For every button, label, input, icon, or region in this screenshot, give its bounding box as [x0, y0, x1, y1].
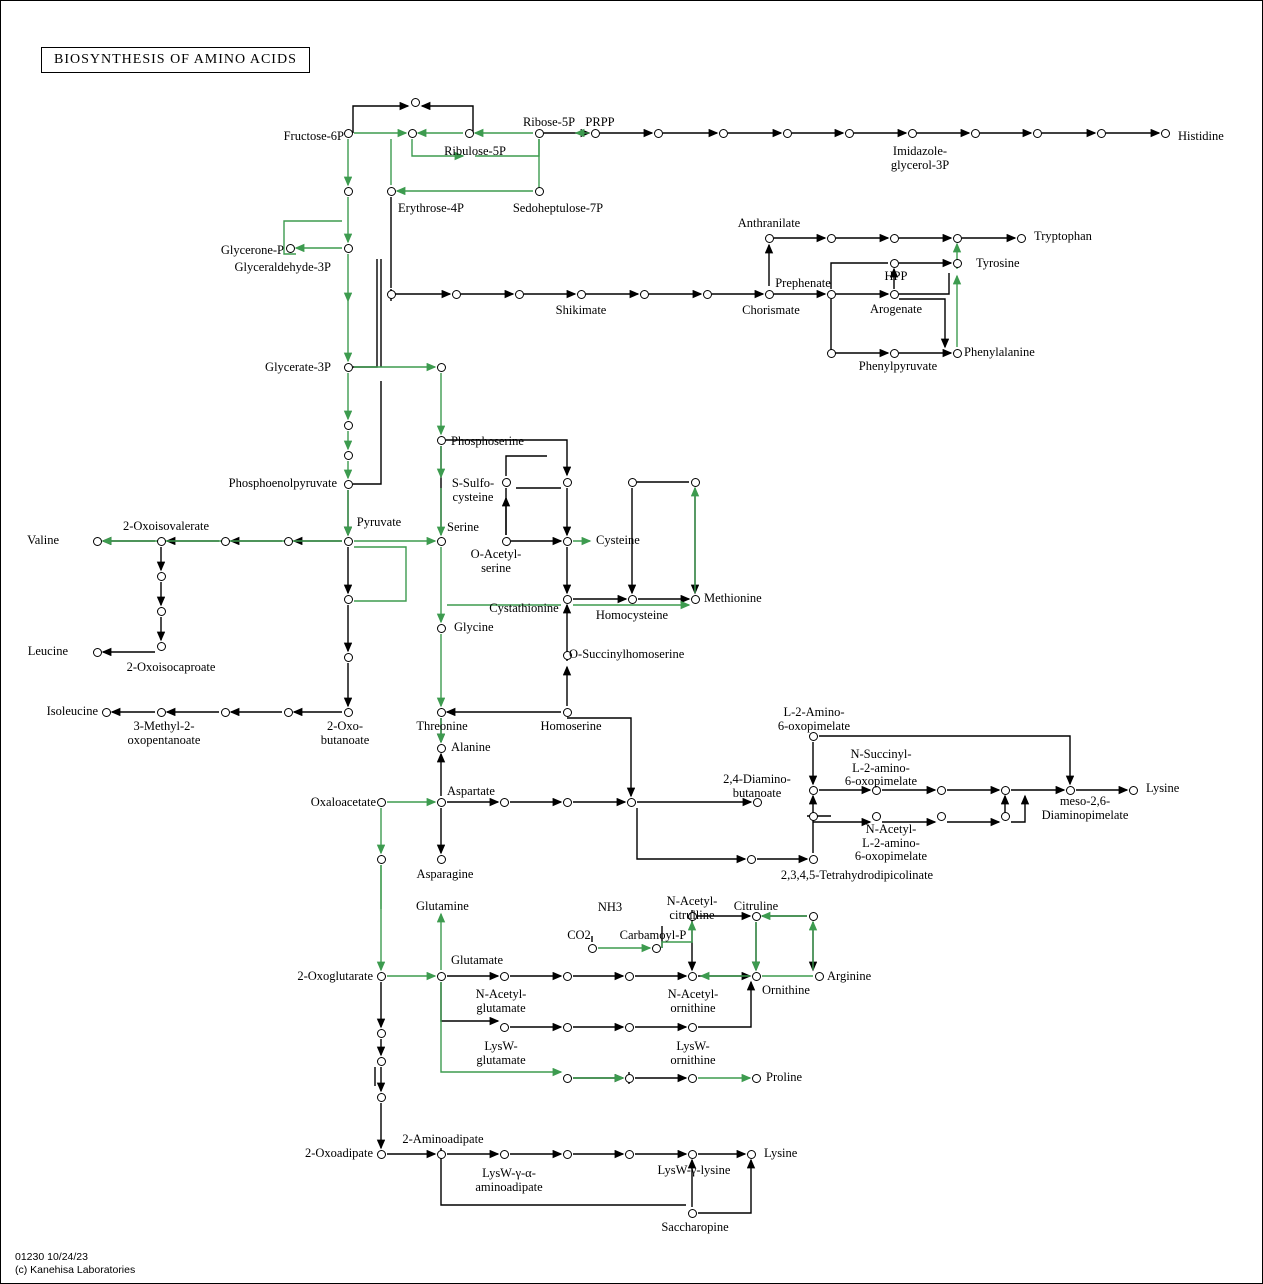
pathway-node[interactable] [221, 537, 230, 546]
label-line: Arginine [827, 969, 872, 983]
label-line: N-Acetyl- [475, 987, 527, 1001]
pathway-node[interactable] [102, 708, 111, 717]
pathway-node[interactable] [890, 259, 899, 268]
compound-label-saccharopine[interactable] [661, 1221, 728, 1235]
pathway-node[interactable] [752, 1074, 761, 1083]
pathway-node[interactable] [563, 1023, 572, 1032]
label-line: Arogenate [869, 302, 923, 316]
compound-label-asparagine[interactable] [417, 868, 474, 882]
pathway-node[interactable] [652, 944, 661, 953]
label-line: Serine [447, 520, 479, 534]
pathway-node[interactable] [437, 855, 446, 864]
pathway-node[interactable] [765, 234, 774, 243]
compound-label-ribulose-5p[interactable] [444, 145, 506, 159]
pathway-node[interactable] [625, 972, 634, 981]
pathway-node[interactable] [377, 972, 386, 981]
pathway-node[interactable] [387, 290, 396, 299]
label-line: Glycerate-3P [265, 360, 331, 374]
label-line: Leucine [27, 644, 68, 658]
label-line: Homocysteine [595, 608, 669, 622]
compound-label-carbamoyl-p[interactable] [620, 929, 687, 943]
pathway-node[interactable] [500, 1150, 509, 1159]
compound-label-n-succinyl-l-2-amino-6-oxopimelate[interactable] [845, 748, 917, 789]
pathway-node[interactable] [872, 812, 881, 821]
label-line: N-Acetyl- [865, 822, 917, 836]
label-line: LysW- [484, 1039, 518, 1053]
pathway-node[interactable] [588, 944, 597, 953]
compound-label-n-acetyl-glutamate[interactable] [476, 988, 527, 1015]
pathway-node[interactable] [377, 1029, 386, 1038]
pathway-node[interactable] [437, 744, 446, 753]
pathway-node[interactable] [284, 708, 293, 717]
label-line: 2-Oxo- [326, 719, 364, 733]
compound-label-meso-2-6-diaminopimelate[interactable] [1042, 795, 1129, 822]
label-line: 6-oxopimelate [777, 718, 851, 733]
compound-label-shikimate[interactable] [556, 304, 607, 318]
pathway-node[interactable] [937, 786, 946, 795]
pathway-node[interactable] [411, 98, 420, 107]
pathway-node[interactable] [953, 349, 962, 358]
compound-label-valine[interactable] [27, 534, 59, 548]
label-line: LysW-γ-α- [482, 1166, 536, 1180]
compound-label-phosphoenolpyruvate[interactable] [229, 477, 337, 491]
label-line: Glutamine [416, 899, 469, 913]
label-line: Pyruvate [356, 515, 402, 529]
label-line: Aspartate [447, 784, 495, 798]
pathway-node[interactable] [719, 129, 728, 138]
label-line: 2-Aminoadipate [402, 1132, 484, 1146]
label-line: 2-Oxoisovalerate [122, 519, 210, 533]
compound-label-imidazole-glycerol-3p[interactable] [891, 145, 949, 172]
compound-label-oxaloacetate[interactable] [311, 796, 376, 810]
compound-label-lysine-2[interactable] [764, 1147, 797, 1161]
label-line: Chorismate [742, 303, 800, 317]
pathway-edges [1, 1, 1263, 1284]
label-line: Tryptophan [1034, 229, 1092, 243]
footer-line-2: (c) Kanehisa Laboratories [15, 1263, 136, 1276]
pathway-node[interactable] [688, 1023, 697, 1032]
label-line: Ribulose-5P [444, 144, 506, 158]
label-line: Methionine [704, 591, 762, 605]
label-line: 6-oxopimelate [854, 849, 928, 863]
label-line: CO2 [567, 928, 591, 942]
compound-label-erythrose-4p[interactable] [398, 202, 464, 216]
pathway-node[interactable] [747, 1150, 756, 1159]
pathway-node[interactable] [783, 129, 792, 138]
label-line: Alanine [451, 740, 491, 754]
pathway-node[interactable] [344, 595, 353, 604]
pathway-node[interactable] [157, 642, 166, 651]
pathway-node[interactable] [93, 648, 102, 657]
label-line: ornithine [670, 1000, 716, 1015]
compound-label-alanine[interactable] [451, 741, 491, 755]
compound-label-arogenate[interactable] [870, 303, 922, 317]
pathway-node[interactable] [809, 812, 818, 821]
label-line: Cysteine [596, 533, 640, 547]
compound-label-histidine[interactable] [1178, 130, 1224, 144]
compound-label-proline[interactable] [766, 1071, 802, 1085]
pathway-node[interactable] [845, 129, 854, 138]
pathway-node[interactable] [563, 708, 572, 717]
label-line: L-2-amino- [862, 835, 920, 850]
compound-label-homocysteine[interactable] [596, 609, 668, 623]
label-line: NH3 [597, 900, 623, 914]
pathway-node[interactable] [1097, 129, 1106, 138]
pathway-node[interactable] [937, 812, 946, 821]
pathway-node[interactable] [908, 129, 917, 138]
label-line: meso-2,6- [1059, 794, 1111, 808]
pathway-node[interactable] [535, 129, 544, 138]
pathway-node[interactable] [500, 1023, 509, 1032]
label-line: N-Acetyl- [667, 987, 719, 1001]
label-line: Phosphoenolpyruvate [228, 476, 337, 490]
label-line: Lysine [764, 1146, 798, 1160]
label-line: Valine [27, 533, 59, 547]
compound-label-2-oxoisovalerate[interactable] [123, 520, 209, 534]
compound-label-glycerone-p[interactable] [221, 244, 284, 258]
label-line: Ornithine [762, 983, 810, 997]
pathway-node[interactable] [157, 537, 166, 546]
label-line: aminoadipate [475, 1179, 543, 1194]
pathway-node[interactable] [502, 537, 511, 546]
label-line: Ribose-5P [522, 115, 576, 129]
pathway-node[interactable] [344, 653, 353, 662]
pathway-node[interactable] [890, 290, 899, 299]
label-line: Anthranilate [737, 216, 801, 230]
compound-label-leucine[interactable] [28, 645, 68, 659]
compound-label-2-oxoglutarate[interactable] [297, 970, 373, 984]
pathway-node[interactable] [221, 708, 230, 717]
compound-label-hpp[interactable] [885, 270, 908, 284]
compound-label-phenylalanine[interactable] [964, 346, 1035, 360]
pathway-node[interactable] [688, 1074, 697, 1083]
compound-label-glutamate[interactable] [451, 954, 503, 968]
compound-label-tetrahydrodipicolinate[interactable] [781, 869, 933, 883]
pathway-node[interactable] [157, 572, 166, 581]
pathway-node[interactable] [377, 1093, 386, 1102]
label-line: cysteine [452, 489, 494, 504]
pathway-node[interactable] [93, 537, 102, 546]
pathway-node[interactable] [747, 855, 756, 864]
compound-label-2-oxoisocaproate[interactable] [127, 661, 216, 675]
compound-label-ornithine[interactable] [762, 984, 810, 998]
pathway-node[interactable] [577, 290, 586, 299]
pathway-node[interactable] [344, 421, 353, 430]
pathway-node[interactable] [515, 290, 524, 299]
label-line: O-Succinylhomoserine [569, 647, 685, 661]
pathway-node[interactable] [563, 972, 572, 981]
label-line: Carbamoyl-P [619, 928, 687, 942]
pathway-node[interactable] [437, 436, 446, 445]
compound-label-n-acetyl-l-2-amino-6-oxopimelate[interactable] [855, 823, 927, 864]
compound-label-prprp[interactable] [585, 116, 614, 130]
label-line: PRPP [585, 115, 615, 129]
map-title: BIOSYNTHESIS OF AMINO ACIDS [41, 47, 310, 73]
compound-label-aspartate[interactable] [447, 785, 495, 799]
label-line: 2-Oxoglutarate [297, 969, 373, 983]
label-line: HPP [884, 269, 908, 283]
pathway-node[interactable] [563, 537, 572, 546]
pathway-node[interactable] [437, 624, 446, 633]
pathway-node[interactable] [1129, 786, 1138, 795]
label-line: ornithine [670, 1052, 716, 1067]
compound-label-isoleucine[interactable] [47, 705, 98, 719]
pathway-node[interactable] [535, 187, 544, 196]
pathway-node[interactable] [752, 972, 761, 981]
label-line: Threonine [416, 719, 468, 733]
pathway-node[interactable] [809, 855, 818, 864]
pathway-node[interactable] [625, 1023, 634, 1032]
pathway-node[interactable] [890, 234, 899, 243]
compound-label-lysw-g-a-aminoadipate[interactable] [475, 1167, 542, 1194]
pathway-node[interactable] [387, 187, 396, 196]
label-line: Histidine [1178, 129, 1224, 143]
label-line: Prephenate [775, 276, 831, 290]
label-line: Saccharopine [661, 1220, 729, 1234]
compound-label-l-2-amino-6-oxopimelate[interactable] [778, 706, 850, 733]
compound-label-glycerate-3p[interactable] [265, 361, 331, 375]
pathway-node[interactable] [628, 478, 637, 487]
compound-label-nh3[interactable] [598, 901, 622, 915]
label-line: LysW- [676, 1039, 710, 1053]
label-line: Phenylalanine [964, 345, 1035, 359]
compound-label-phosphoserine[interactable] [451, 435, 524, 449]
pathway-node[interactable] [344, 480, 353, 489]
label-line: S-Sulfo- [451, 476, 495, 490]
pathway-node[interactable] [809, 786, 818, 795]
pathway-node[interactable] [827, 349, 836, 358]
label-line: Diaminopimelate [1041, 807, 1129, 822]
pathway-node[interactable] [688, 972, 697, 981]
pathway-node[interactable] [688, 1150, 697, 1159]
label-line: Cystathionine [489, 601, 559, 615]
pathway-node[interactable] [890, 349, 899, 358]
pathway-node[interactable] [344, 537, 353, 546]
pathway-node[interactable] [765, 290, 774, 299]
pathway-node[interactable] [1001, 786, 1010, 795]
label-line: Glyceraldehyde-3P [234, 260, 331, 274]
compound-label-threonine[interactable] [416, 720, 467, 734]
label-line: Homoserine [540, 719, 602, 733]
pathway-node[interactable] [971, 129, 980, 138]
label-line: O-Acetyl- [470, 547, 522, 561]
pathway-node[interactable] [157, 607, 166, 616]
label-line: Erythrose-4P [398, 201, 464, 215]
pathway-node[interactable] [628, 595, 637, 604]
label-line: L-2-amino- [852, 760, 910, 775]
compound-label-anthranilate[interactable] [738, 217, 800, 231]
pathway-node[interactable] [563, 798, 572, 807]
compound-label-lysw-glutamate[interactable] [476, 1040, 525, 1067]
compound-label-s-sulfo-cysteine[interactable] [452, 477, 494, 504]
pathway-node[interactable] [625, 1150, 634, 1159]
label-line: Isoleucine [46, 704, 98, 718]
label-line: 3-Methyl-2- [133, 719, 195, 733]
compound-label-chorismate[interactable] [742, 304, 800, 318]
compound-label-prephenate[interactable] [775, 277, 831, 291]
label-line: Proline [766, 1070, 803, 1084]
compound-label-2-oxoadipate[interactable] [305, 1147, 373, 1161]
compound-label-methionine[interactable] [704, 592, 762, 606]
label-line: 2-Oxoisocaproate [126, 660, 216, 674]
pathway-node[interactable] [563, 595, 572, 604]
footer-line-1: 01230 10/24/23 [15, 1250, 88, 1263]
pathway-node[interactable] [437, 537, 446, 546]
pathway-node[interactable] [465, 129, 474, 138]
pathway-node[interactable] [377, 1150, 386, 1159]
compound-label-2-aminoadipate[interactable] [402, 1133, 483, 1147]
label-line: Sedoheptulose-7P [512, 201, 604, 215]
pathway-node[interactable] [815, 972, 824, 981]
pathway-node[interactable] [344, 708, 353, 717]
label-line: 6-oxopimelate [844, 774, 918, 788]
compound-label-2-4-diamino-butanoate[interactable] [723, 773, 791, 800]
compound-label-lysw-ornithine[interactable] [670, 1040, 715, 1067]
pathway-node[interactable] [286, 244, 295, 253]
compound-label-tryptophan[interactable] [1034, 230, 1092, 244]
compound-label-pyruvate[interactable] [357, 516, 401, 530]
pathway-node[interactable] [688, 1209, 697, 1218]
pathway-node[interactable] [377, 1057, 386, 1066]
pathway-node[interactable] [827, 234, 836, 243]
pathway-node[interactable] [344, 129, 353, 138]
pathway-node[interactable] [627, 798, 636, 807]
pathway-node[interactable] [563, 1150, 572, 1159]
label-line: Phenylpyruvate [858, 359, 938, 373]
pathway-node[interactable] [344, 363, 353, 372]
compound-label-co2[interactable] [567, 929, 591, 943]
label-line: butanoate [320, 732, 370, 747]
label-line: Glutamate [451, 953, 504, 967]
pathway-node[interactable] [500, 798, 509, 807]
label-line: Fructose-6P [283, 129, 344, 143]
pathway-node[interactable] [284, 537, 293, 546]
label-line: 2-Oxoadipate [304, 1146, 373, 1160]
pathway-node[interactable] [640, 290, 649, 299]
label-line: Lysine [1146, 781, 1180, 795]
label-line: glycerol-3P [890, 157, 950, 172]
pathway-node[interactable] [437, 1150, 446, 1159]
label-line: glutamate [476, 1052, 526, 1067]
compound-label-ribose-5p[interactable] [523, 116, 575, 130]
compound-label-fructose-6p[interactable] [284, 130, 344, 144]
pathway-node[interactable] [827, 290, 836, 299]
pathway-node[interactable] [691, 478, 700, 487]
label-line: glutamate [476, 1000, 526, 1015]
pathway-node[interactable] [344, 451, 353, 460]
compound-label-phenylpyruvate[interactable] [859, 360, 937, 374]
compound-label-n-acetyl-ornithine[interactable] [668, 988, 719, 1015]
label-line: Phosphoserine [451, 434, 524, 448]
label-line: oxopentanoate [127, 732, 201, 747]
pathway-node[interactable] [625, 1074, 634, 1083]
compound-label-2-oxo-butanoate[interactable] [321, 720, 370, 747]
compound-label-homoserine[interactable] [540, 720, 601, 734]
compound-label-serine[interactable] [447, 521, 479, 535]
compound-label-lysine-1[interactable] [1146, 782, 1179, 796]
pathway-node[interactable] [437, 798, 446, 807]
pathway-node[interactable] [437, 972, 446, 981]
compound-label-sedoheptulose-7p[interactable] [513, 202, 603, 216]
label-line: Glycine [454, 620, 494, 634]
label-line: Asparagine [416, 867, 474, 881]
pathway-node[interactable] [500, 972, 509, 981]
compound-label-o-succinylhomoserine[interactable] [569, 648, 684, 662]
pathway-node[interactable] [1161, 129, 1170, 138]
pathway-node[interactable] [1017, 234, 1026, 243]
pathway-node[interactable] [809, 912, 818, 921]
label-line: L-2-Amino- [783, 705, 845, 719]
label-line: serine [481, 560, 511, 575]
label-line: N-Succinyl- [850, 747, 912, 761]
label-line: Citruline [733, 899, 779, 913]
pathway-node[interactable] [452, 290, 461, 299]
label-line: 2,3,4,5-Tetrahydrodipicolinate [780, 868, 934, 882]
label-line: Imidazole- [892, 144, 948, 158]
pathway-node[interactable] [437, 708, 446, 717]
compound-label-tyrosine[interactable] [976, 257, 1020, 271]
compound-label-lysw-g-lysine[interactable] [658, 1164, 731, 1178]
label-line: butanoate [732, 785, 782, 800]
compound-label-citruline[interactable] [734, 900, 778, 914]
label-line: LysW-γ-lysine [657, 1163, 731, 1177]
pathway-node[interactable] [563, 1074, 572, 1083]
compound-label-3-methyl-2-oxopentanoate[interactable] [128, 720, 201, 747]
pathway-node[interactable] [377, 798, 386, 807]
pathway-node[interactable] [654, 129, 663, 138]
pathway-node[interactable] [563, 478, 572, 487]
compound-label-glutamine[interactable] [416, 900, 469, 914]
pathway-node[interactable] [408, 129, 417, 138]
compound-label-n-acetyl-citrulline[interactable] [667, 895, 718, 922]
pathway-node[interactable] [344, 244, 353, 253]
pathway-node[interactable] [344, 187, 353, 196]
footer [15, 1251, 135, 1277]
pathway-node[interactable] [1001, 812, 1010, 821]
compound-label-arginine[interactable] [827, 970, 871, 984]
pathway-node[interactable] [691, 595, 700, 604]
pathway-node[interactable] [502, 478, 511, 487]
compound-label-glycine[interactable] [454, 621, 494, 635]
compound-label-glyceraldehyde-3p[interactable] [235, 261, 332, 275]
label-line: Shikimate [555, 303, 607, 317]
label-line: Oxaloacetate [310, 795, 376, 809]
label-line: Tyrosine [976, 256, 1020, 270]
compound-label-cysteine[interactable] [596, 534, 640, 548]
pathway-node[interactable] [377, 855, 386, 864]
compound-label-cystathionine[interactable] [489, 602, 558, 616]
compound-label-o-acetyl-serine[interactable] [471, 548, 522, 575]
pathway-node[interactable] [437, 363, 446, 372]
pathway-node[interactable] [703, 290, 712, 299]
pathway-node[interactable] [953, 259, 962, 268]
label-line: citrulline [669, 907, 715, 922]
pathway-node[interactable] [1033, 129, 1042, 138]
pathway-node[interactable] [591, 129, 600, 138]
label-line: N-Acetyl- [666, 894, 718, 908]
label-line: Glycerone-P [220, 243, 284, 257]
pathway-node[interactable] [157, 708, 166, 717]
label-line: 2,4-Diamino- [723, 772, 791, 786]
pathway-node[interactable] [953, 234, 962, 243]
